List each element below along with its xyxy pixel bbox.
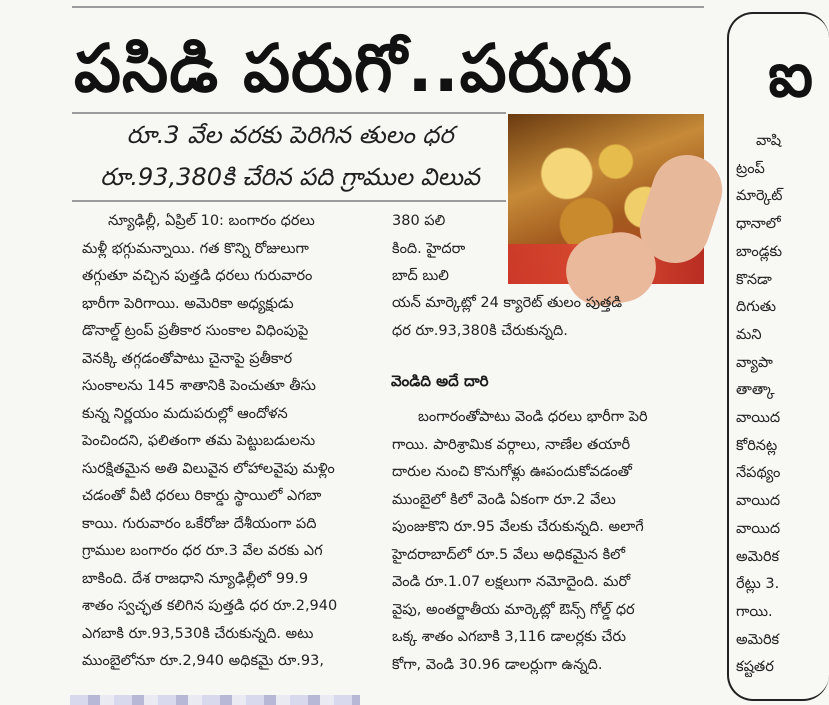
- subheadline-1: రూ.3 వేల వరకు పెరిగిన తులం ధర: [126, 121, 454, 149]
- body-line: అమెరిక: [736, 631, 780, 648]
- article-column-2-top: [392, 208, 504, 292]
- body-line: బాకింది. దేశ రాజధాని న్యూఢిల్లీలో 99.9: [82, 570, 309, 587]
- article-column-2-wide: [392, 290, 706, 350]
- body-line: ధానాలో: [736, 216, 781, 233]
- body-line: వైపు, అంతర్జాతీయ మార్కెట్లో ఔన్స్ గోల్డ్ ధర: [392, 601, 635, 618]
- body-line: కోరినట్ల: [736, 437, 778, 454]
- bottom-adjacent-clipping: [70, 695, 360, 705]
- top-clip-border: [72, 6, 704, 8]
- body-line: భారీగా పెరిగాయి. అమెరికా అధ్యక్షుడు: [82, 295, 294, 312]
- body-line: హైదరాబాద్‌లో రూ.5 వేలు అధికమైన కిలో: [392, 546, 626, 563]
- body-line: మని: [736, 326, 762, 343]
- adjacent-article-headline: ఐ: [768, 38, 814, 111]
- body-line: తగ్గుతూ వచ్చిన పుత్తడి ధరలు గురువారం: [82, 268, 313, 284]
- gold-jewellery-photo: [508, 114, 704, 284]
- body-line: బంగారంతోపాటు వెండి ధరలు భారీగా పెరి: [418, 409, 648, 425]
- body-line: ముంబైలోనూ రూ.2,940 అధికమై రూ.93,: [82, 653, 324, 669]
- article-column-2-silver: [392, 404, 706, 680]
- body-line: ధర రూ.93,380కి చేరుకున్నది.: [392, 322, 568, 339]
- body-line: పెంచిందని, ఫలితంగా తమ పెట్టుబడులను: [82, 433, 316, 449]
- body-line: దారుల నుంచి కొనుగోళ్లు ఊపందుకోవడంతో: [392, 464, 632, 480]
- body-line: పుంజుకొని రూ.95 వేలకు చేరుకున్నది. అలాగే: [392, 519, 644, 535]
- body-line: 380 పలి: [392, 213, 446, 229]
- body-line: గాయి. పారిశ్రామిక వర్గాలు, నాణేల తయారీ: [392, 436, 631, 453]
- body-line: సురక్షితమైన అతి విలువైన లోహాలవైపు మళ్లిం: [82, 460, 335, 477]
- body-line: మార్కెట్: [736, 188, 783, 205]
- body-line: శాతం స్వచ్ఛత కలిగిన పుత్తడి ధర రూ.2,940: [82, 598, 338, 614]
- body-line: ట్రంప్: [736, 160, 765, 177]
- adjacent-article-text: [736, 128, 800, 682]
- body-line: కాయి. గురువారం ఒకేరోజు దేశీయంగా పది: [82, 515, 317, 532]
- body-line: డొనాల్డ్ ట్రంప్ ప్రతీకార సుంకాల విధింపుపై: [82, 323, 309, 339]
- body-line: దిగుతు: [736, 299, 777, 316]
- body-line: కింది. హైదరా: [392, 240, 466, 257]
- body-line: వాయిద: [736, 493, 781, 510]
- subhead-divider: [72, 200, 506, 202]
- body-line: అమెరిక: [736, 548, 780, 565]
- body-line: సుంకాలను 145 శాతానికి పెంచుతూ తీసు: [82, 378, 316, 394]
- body-line: బాండ్లకు: [736, 243, 783, 260]
- body-line: నేపథ్యం: [736, 465, 781, 482]
- body-line: గ్రాముల బంగారం ధర రూ.3 వేల వరకు ఎగ: [82, 543, 323, 559]
- body-line: వాయిద: [736, 520, 781, 537]
- body-line: బాద్ బులి: [392, 268, 449, 284]
- body-line: కున్న నిర్ణయం మదుపరుల్లో ఆందోళన: [82, 405, 288, 422]
- body-line: వెనక్కి తగ్గడంతోపాటు చైనాపై ప్రతీకార: [82, 350, 293, 367]
- body-line: వాషి: [756, 133, 782, 149]
- body-line: చడంతో వీటి ధరలు రికార్డు స్థాయిలో ఎగబా: [82, 488, 322, 504]
- body-line: ముంబైలో కిలో వెండి ఏకంగా రూ.2 వేలు: [392, 491, 616, 508]
- body-line: న్యూఢిల్లీ, ఏప్రిల్ 10: బంగారం ధరలు: [108, 213, 315, 229]
- body-line: కష్టతర: [736, 659, 774, 676]
- article-headline: పసిడి పరుగో..పరుగు: [74, 30, 633, 107]
- headline-divider: [72, 112, 506, 114]
- article-column-1: [82, 208, 378, 678]
- body-line: గాయి.: [736, 603, 773, 620]
- body-line: వ్యాపా: [736, 354, 773, 371]
- body-line: వాయిద: [736, 410, 781, 427]
- body-line: కొనడా: [736, 271, 772, 288]
- body-line: మళ్లీ భగ్గుమన్నాయి. గత కొన్ని రోజులుగా: [82, 240, 309, 257]
- body-line: తాత్కా: [736, 382, 775, 399]
- body-line: రేట్లు 3.: [736, 576, 780, 593]
- body-line: కోగా, వెండి 30.96 డాలర్లుగా ఉన్నది.: [392, 656, 603, 673]
- body-line: ఎగబాకి రూ.93,530కి చేరుకున్నది. అటు: [82, 625, 314, 642]
- subheadline-2: రూ.93,380కి చేరిన పది గ్రాముల విలువ: [100, 163, 480, 191]
- body-line: యన్ మార్కెట్లో 24 క్యారెట్ తులం పుత్తడి: [392, 295, 623, 311]
- body-line: వెండి రూ.1.07 లక్షలుగా నమోదైంది. మరో: [392, 574, 631, 590]
- body-line: ఒక్క శాతం ఎగబాకి 3,116 డాలర్లకు చేరు: [392, 629, 627, 645]
- section-subhead-silver: వెండిది అదే దారి: [391, 372, 489, 390]
